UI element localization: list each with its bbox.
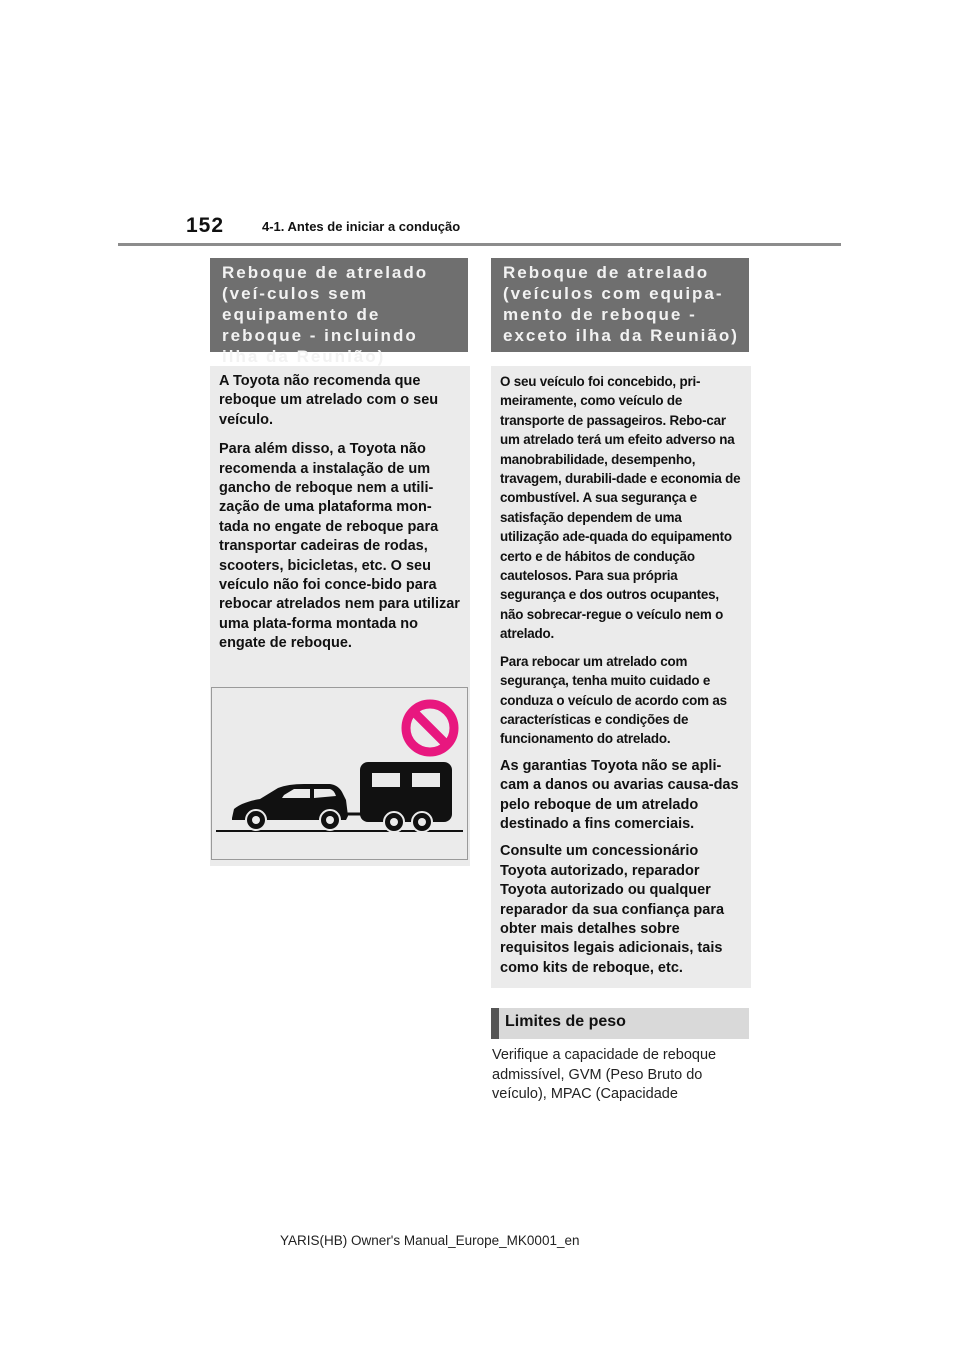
right-paragraph-1: O seu veículo foi concebido, pri-meiramente, como veículo de transporte de passageiros. Rebo-car um atrelado terá um efeito adverso na manobrabilidade, desempenho, travagem, durabili-dade e economia de combustível. A sua segurança e satisfação dependem de uma utilização ade-quada do equipamento certo e de hábitos de condução cautelosos. Para sua própria segurança e dos outros ocupantes, não sobrecar-regue o veículo nem o atrelado. — [500, 374, 741, 642]
trailer-icon — [360, 762, 452, 832]
weight-limits-heading: Limites de peso — [491, 1008, 749, 1039]
right-paragraph-2: Para rebocar um atrelado com segurança, tenha muito cuidado e conduza o veículo de acordo com as características e condições de funcionamento do atrelado. — [500, 653, 727, 747]
illustration-svg — [212, 688, 467, 859]
towing-prohibited-illustration — [211, 687, 468, 860]
left-heading: Reboque de atrelado (veí-culos sem equipamento de reboque - incluindo ilha da Reunião) — [210, 258, 468, 352]
footer-manual-id: YARIS(HB) Owner's Manual_Europe_MK0001_en — [280, 1233, 580, 1248]
section-title: 4-1. Antes de iniciar a condução — [262, 219, 461, 234]
prohibition-icon — [406, 704, 454, 752]
weight-limits-text: Verifique a capacidade de reboque admissível, GVM (Peso Bruto do veículo), MPAC (Capacidade — [492, 1047, 717, 1102]
car-icon — [232, 784, 348, 830]
right-paragraph-3: As garantias Toyota não se apli-cam a danos ou avarias causa-das pelo reboque de um atrelado destinado a fins comerciais. — [500, 757, 739, 832]
header-rule — [118, 243, 841, 246]
left-paragraph-2: Para além disso, a Toyota não recomenda a instalação de um gancho de reboque nem a utili-zação de uma plataforma mon-tada no engate de reboque para transportar cadeiras de rodas, scooters, bicicletas, etc. O seu veículo não foi conce-bido para rebocar atrelados nem para utilizar uma plata-forma montada no engate de reboque. — [219, 441, 460, 652]
right-panel — [491, 366, 751, 988]
left-paragraph-1: A Toyota não recomenda que reboque um atrelado com o seu veículo. — [219, 373, 439, 428]
page-number: 152 — [186, 214, 225, 237]
right-paragraph-4: Consulte um concessionário Toyota autorizado, reparador Toyota autorizado ou qualquer reparador da sua confiança para obter mais detalhes sobre requisitos legais adicionais, tais como kits de reboque, etc. — [500, 843, 725, 976]
right-heading: Reboque de atrelado (veículos com equipa-mento de reboque - exceto ilha da Reunião) — [491, 258, 749, 352]
